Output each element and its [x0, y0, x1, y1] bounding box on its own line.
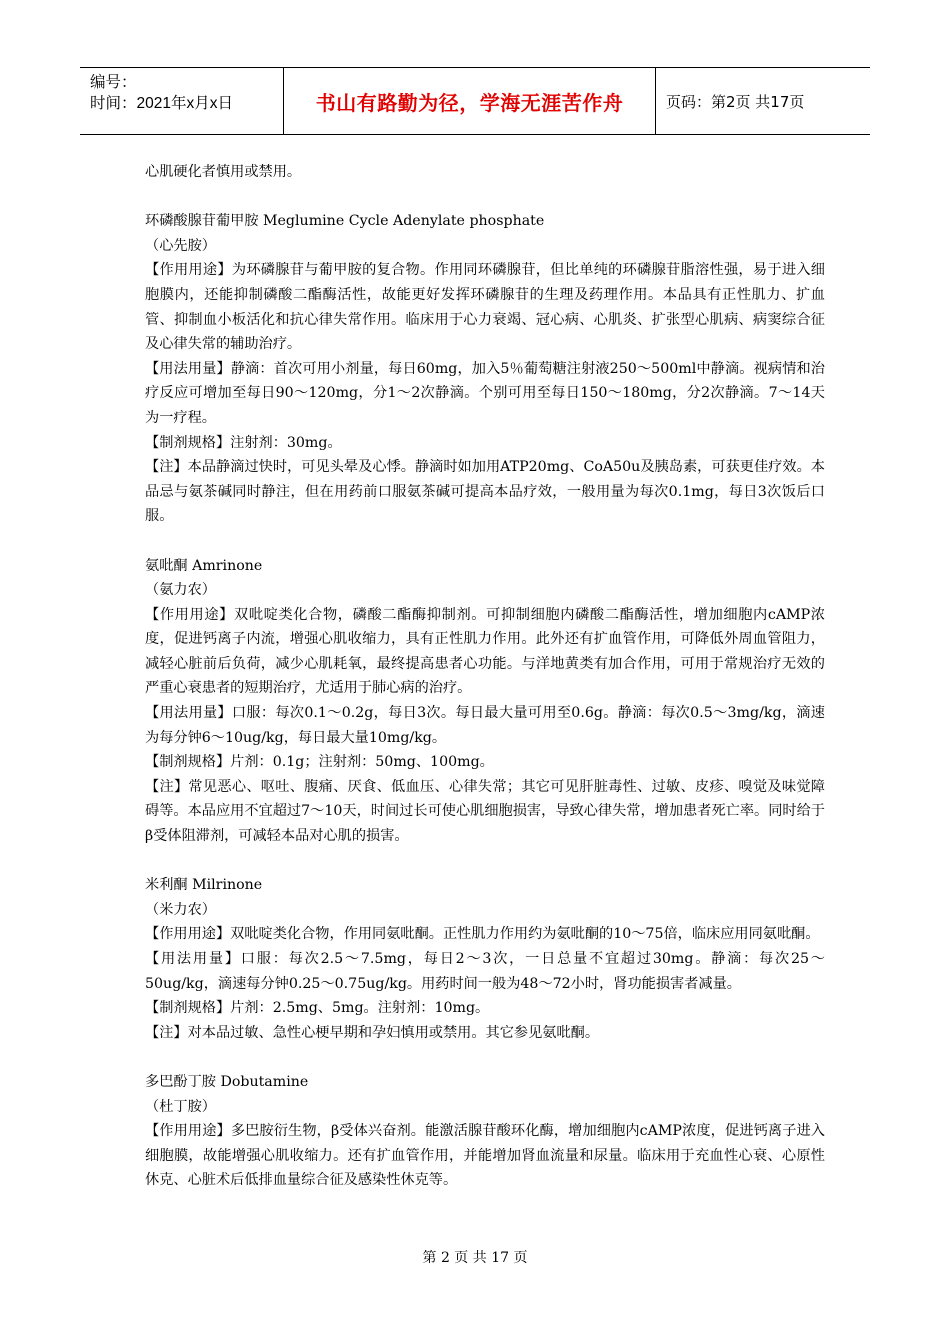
document-body — [145, 160, 825, 1193]
drug-usage: 【作用用途】为环磷腺苷与葡甲胺的复合物。作用同环磷腺苷，但比单纯的环磷腺苷脂溶性强，易于进入细胞膜内，还能抑制磷酸二酯酶活性，故能更好发挥环磷腺苷的生理及药理作用。本品具有正性肌力、扩血管、抑制血小板活化和抗心律失常作用。临床用于心力衰竭、冠心病、心肌炎、扩张型心肌病、病窦综合征及心律失常的辅助治疗。 — [145, 262, 825, 353]
drug-spec: 【制剂规格】片剂：2.5mg、5mg。注射剂：10mg。 — [145, 1000, 490, 1017]
drug-note: 【注】对本品过敏、急性心梗早期和孕妇慎用或禁用。其它参见氨吡酮。 — [145, 1024, 600, 1041]
drug-title: 环磷酸腺苷葡甲胺 Meglumine Cycle Adenylate phosphate — [145, 213, 545, 230]
page-info: 页码：第2页 共17页 — [666, 92, 805, 111]
drug-entry — [145, 554, 825, 849]
drug-alias: （心先胺） — [145, 237, 216, 254]
drug-note: 【注】常见恶心、呕吐、腹痛、厌食、低血压、心律失常；其它可见肝脏毒性、过敏、皮疹、嗅觉及味觉障碍等。本品应用不宜超过7～10天，时间过长可使心肌细胞损害，导致心律失常，增加患者死亡率。同时给于β受体阻滞剂，可减轻本品对心肌的损害。 — [145, 778, 825, 845]
header-meta — [80, 68, 283, 134]
drug-spec: 【制剂规格】片剂：0.1g；注射剂：50mg、100mg。 — [145, 754, 494, 771]
drug-alias: （氨力农） — [145, 582, 216, 599]
drug-usage: 【作用用途】双吡啶类化合物，磷酸二酯酶抑制剂。可抑制细胞内磷酸二酯酶活性，增加细胞内cAMP浓度，促进钙离子内流，增强心肌收缩力，具有正性肌力作用。此外还有扩血管作用，可降低外周血管阻力，减轻心脏前后负荷，减少心肌耗氧，最终提高患者心功能。与洋地黄类有加合作用，可用于常规治疗无效的严重心衰患者的短期治疗，尤适用于肺心病的治疗。 — [145, 606, 825, 697]
drug-title: 多巴酚丁胺 Dobutamine — [145, 1073, 309, 1090]
drug-dosage: 【用法用量】口服：每次2.5～7.5mg，每日2～3次，一日总量不宜超过30mg。静滴：每次25～50ug/kg，滴速每分钟0.25～0.75ug/kg。用药时间一般为48～72小时，肾功能损害者减量。 — [145, 951, 825, 992]
drug-usage: 【作用用途】双吡啶类化合物，作用同氨吡酮。正性肌力作用约为氨吡酮的10～75倍，临床应用同氨吡酮。 — [145, 926, 820, 943]
drug-title: 米利酮 Milrinone — [145, 877, 263, 894]
drug-entry — [145, 1070, 825, 1193]
header-page-info — [656, 68, 870, 134]
drug-usage: 【作用用途】多巴胺衍生物，β受体兴奋剂。能激活腺苷酸环化酶，增加细胞内cAMP浓度，促进钙离子进入细胞膜，故能增强心肌收缩力。还有扩血管作用，并能增加肾血流量和尿量。临床用于充血性心衰、心原性休克、心脏术后低排血量综合征及感染性休克等。 — [145, 1123, 825, 1189]
footer-page-number: 第 2 页 共 17 页 — [422, 1250, 528, 1266]
page-header — [80, 67, 870, 135]
drug-entry — [145, 873, 825, 1045]
drug-entry — [145, 209, 825, 529]
code-label: 编号： — [90, 74, 137, 91]
time-label: 时间：2021年x月x日 — [90, 95, 233, 112]
page-footer — [0, 1247, 950, 1267]
header-motto-cell — [283, 68, 656, 134]
intro-line: 心肌硬化者慎用或禁用。 — [145, 164, 302, 180]
drug-title: 氨吡酮 Amrinone — [145, 557, 263, 574]
drug-dosage: 【用法用量】静滴：首次可用小剂量，每日60mg，加入5％葡萄糖注射液250～500ml中静滴。视病情和治疗反应可增加至每日90～120mg，分1～2次静滴。个别可用至每日150～180mg，分2次静滴。7～14天为一疗程。 — [145, 360, 825, 426]
motto: 书山有路勤为径，学海无涯苦作舟 — [315, 90, 624, 115]
drug-alias: （杜丁胺） — [145, 1098, 216, 1115]
drug-spec: 【制剂规格】注射剂：30mg。 — [145, 434, 342, 451]
drug-alias: （米力农） — [145, 901, 216, 918]
drug-dosage: 【用法用量】口服：每次0.1～0.2g，每日3次。每日最大量可用至0.6g。静滴：每次0.5～3mg/kg，滴速为每分钟6～10ug/kg，每日最大量10mg/kg。 — [145, 705, 825, 746]
drug-note: 【注】本品静滴过快时，可见头晕及心悸。静滴时如加用ATP20mg、CoA50u及胰岛素，可获更佳疗效。本品忌与氨茶碱同时静注，但在用药前口服氨茶碱可提高本品疗效，一般用量为每次0.1mg，每日3次饭后口服。 — [145, 459, 825, 525]
